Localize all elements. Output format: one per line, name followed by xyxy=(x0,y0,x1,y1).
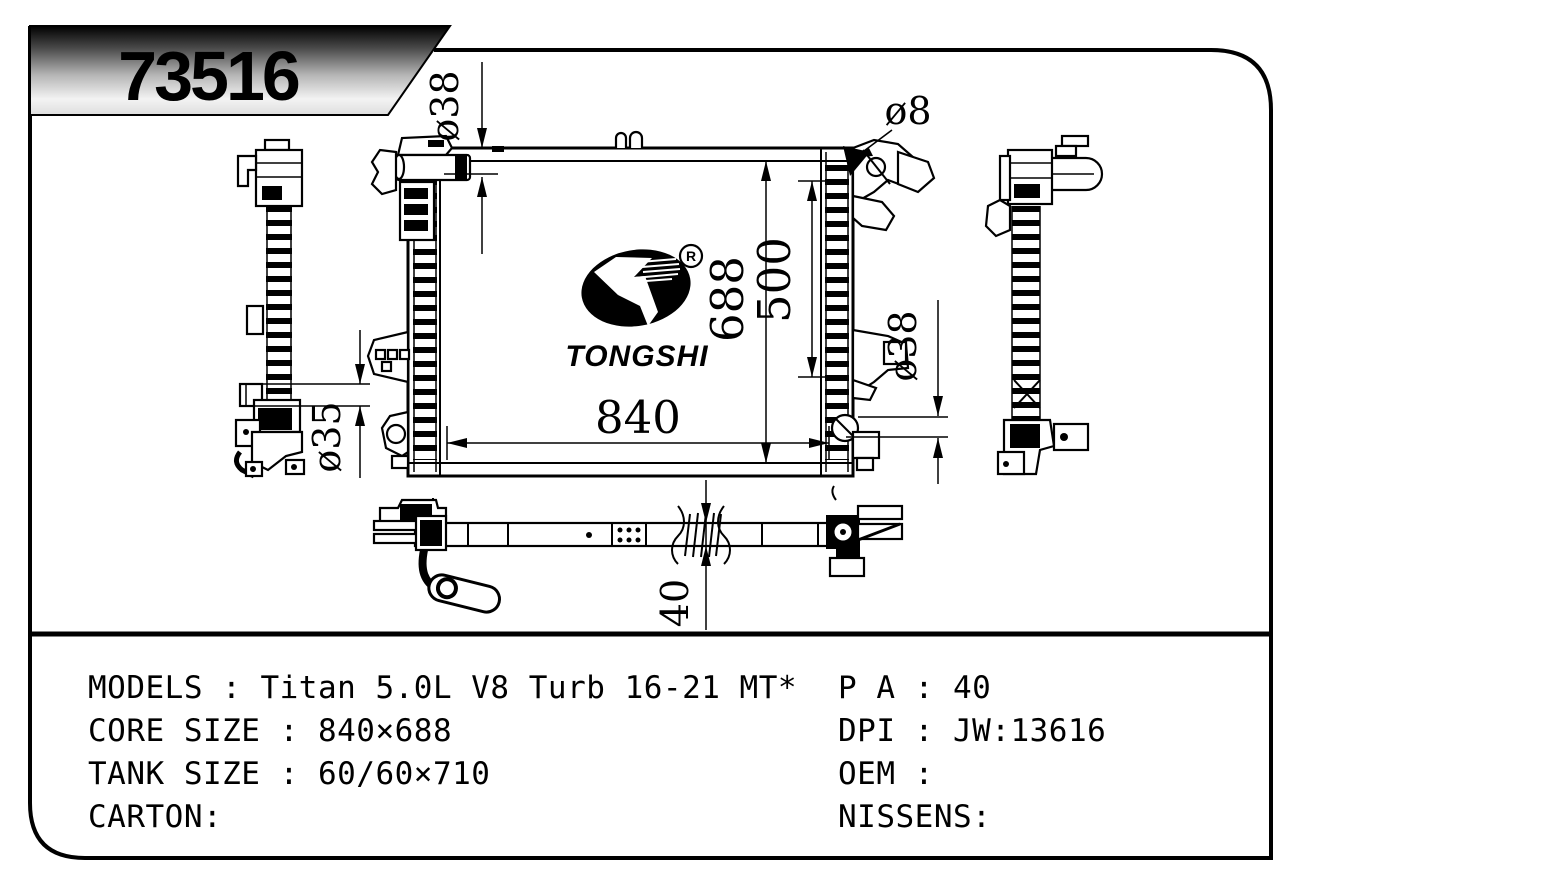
spec-core-size-line: CORE SIZE : 840×688 xyxy=(88,713,453,749)
spec-models-line: MODELS : Titan 5.0L V8 Turb 16-21 MT* xyxy=(88,670,798,706)
bottom-view xyxy=(374,486,902,615)
lower-crossbar xyxy=(415,523,836,546)
brand-text: TONGSHI xyxy=(565,340,709,373)
spec-carton-line: CARTON: xyxy=(88,799,223,835)
dim-bar-height-label: 40 xyxy=(653,578,697,628)
spec-nissens-line: NISSENS: xyxy=(838,799,992,835)
spec-column-left xyxy=(88,667,797,839)
dim-mount-span-label: 500 xyxy=(748,237,801,323)
spec-tank-size-line: TANK SIZE : 60/60×710 xyxy=(88,756,491,792)
dim-drain-plug-label: ø8 xyxy=(884,89,932,133)
part-number: 73516 xyxy=(118,37,298,115)
spec-pa-line: P A : 40 xyxy=(838,670,992,706)
right-side-view xyxy=(986,136,1102,474)
spec-dpi-line: DPI : JW:13616 xyxy=(838,713,1107,749)
dim-inlet-pipe-label: ø38 xyxy=(423,70,467,142)
dim-core-height-label: 688 xyxy=(701,256,754,342)
dim-core-width-label: 840 xyxy=(595,391,681,444)
spec-column-right xyxy=(838,667,1106,839)
part-number-badge xyxy=(30,26,450,115)
registered-mark: R xyxy=(685,248,697,264)
dim-left-pipe-label: ø35 xyxy=(305,401,349,473)
left-side-view xyxy=(236,140,304,476)
spec-oem-line: OEM : xyxy=(838,756,934,792)
filler-neck xyxy=(616,132,642,148)
dim-outlet-pipe-label: ø38 xyxy=(881,310,925,382)
